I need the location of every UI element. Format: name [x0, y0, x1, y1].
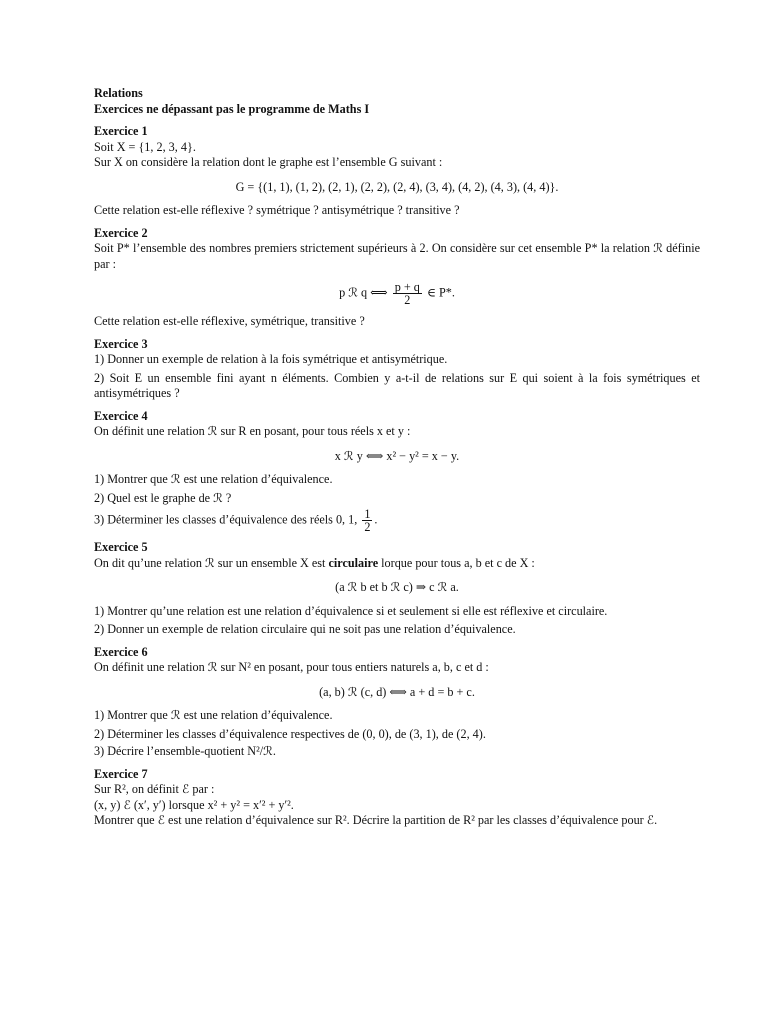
exercise-6-formula: (a, b) ℛ (c, d) ⟺ a + d = b + c.: [319, 684, 475, 699]
exercise-1-line-2: Sur X on considère la relation dont le graphe est l’ensemble G suivant :: [94, 155, 443, 169]
exercise-7-line-3: Montrer que ℰ est une relation d’équivalence sur R². Décrire la partition de R² par les classes d’équivalence pour ℰ.: [94, 813, 658, 827]
exercise-4-formula: x ℛ y ⟺ x² − y² = x − y.: [334, 448, 460, 463]
exercise-4-fraction: [362, 508, 372, 533]
exercise-4-question-3: [94, 508, 700, 533]
exercise-7-title: Exercice 7: [94, 766, 148, 781]
exercise-4-question-3-text: 3) Déterminer les classes d’équivalence des réels 0, 1,: [94, 512, 358, 527]
exercise-2-formula: [94, 281, 700, 306]
exercise-6-title: Exercice 6: [94, 644, 148, 659]
exercise-1-question: Cette relation est-elle réflexive ? symétrique ? antisymétrique ? transitive ?: [94, 203, 460, 217]
exercise-3-question-1: 1) Donner un exemple de relation à la fois symétrique et antisymétrique.: [94, 352, 448, 366]
exercise-4-question-3-end: .: [374, 512, 378, 527]
exercise-3-title: Exercice 3: [94, 336, 148, 351]
document-page: [94, 86, 700, 829]
exercise-2-formula-left: p ℛ q ⟺: [339, 285, 388, 300]
fraction-denominator: 2: [364, 520, 371, 534]
exercise-5-question-2: 2) Donner un exemple de relation circulaire qui ne soit pas une relation d’équivalence.: [94, 622, 516, 636]
exercise-5-line-1-b: lorque pour tous a, b et c de X :: [378, 555, 535, 570]
exercise-2-formula-right: ∈ P*.: [426, 285, 455, 300]
exercise-1-formula: G = {(1, 1), (1, 2), (2, 1), (2, 2), (2, 4), (3, 4), (4, 2), (4, 3), (4, 4)}.: [235, 179, 559, 194]
fraction-numerator: 1: [364, 507, 371, 521]
exercise-6-question-3: 3) Décrire l’ensemble-quotient N²/ℛ.: [94, 744, 276, 758]
fraction-numerator: p + q: [394, 280, 420, 294]
exercise-7-line-1: Sur R², on définit ℰ par :: [94, 782, 215, 796]
exercise-7-line-2: (x, y) ℰ (x′, y′) lorsque x² + y² = x′² + y′².: [94, 797, 294, 812]
exercise-4-line-1: On définit une relation ℛ sur R en posant, pour tous réels x et y :: [94, 424, 411, 438]
exercise-5-title: Exercice 5: [94, 540, 148, 554]
exercise-6-question-1: 1) Montrer que ℛ est une relation d’équivalence.: [94, 708, 333, 722]
exercise-5-line-1-a: On dit qu’une relation ℛ sur un ensemble X est: [94, 555, 329, 570]
exercise-1-title: Exercice 1: [94, 124, 148, 138]
exercise-3-question-2: 2) Soit E un ensemble fini ayant n éléments. Combien y a-t-il de relations sur E qui soient à la fois symétriques et antisymétriques ?: [94, 370, 700, 400]
exercise-4-title: Exercice 4: [94, 408, 148, 423]
document-title: Relations: [94, 86, 143, 100]
exercise-2-title: Exercice 2: [94, 225, 148, 240]
term-circulaire: circulaire: [328, 555, 379, 570]
exercise-4-question-2: 2) Quel est le graphe de ℛ ?: [94, 490, 232, 505]
exercise-4-question-1: 1) Montrer que ℛ est une relation d’équivalence.: [94, 472, 333, 486]
fraction-denominator: 2: [404, 293, 411, 307]
exercise-2-question: Cette relation est-elle réflexive, symétrique, transitive ?: [94, 314, 365, 328]
exercise-5-line-1: [94, 556, 700, 572]
exercise-1-line-1: Soit X = {1, 2, 3, 4}.: [94, 139, 196, 154]
exercise-5-question-1: 1) Montrer qu’une relation est une relation d’équivalence si et seulement si elle est réflexive et circulaire.: [94, 603, 608, 618]
exercise-6-question-2: 2) Déterminer les classes d’équivalence respectives de (0, 0), de (3, 1), de (2, 4).: [94, 726, 486, 741]
exercise-5-formula: (a ℛ b et b ℛ c) ⇒ c ℛ a.: [335, 580, 459, 594]
exercise-6-line-1: On définit une relation ℛ sur N² en posant, pour tous entiers naturels a, b, c et d :: [94, 660, 489, 674]
document-subtitle: Exercices ne dépassant pas le programme de Maths I: [94, 101, 370, 116]
exercise-2-fraction: [393, 281, 422, 306]
exercise-2-line-1: Soit P* l’ensemble des nombres premiers strictement supérieurs à 2. On considère sur cet ensemble P* la relation ℛ définie par :: [94, 241, 700, 271]
